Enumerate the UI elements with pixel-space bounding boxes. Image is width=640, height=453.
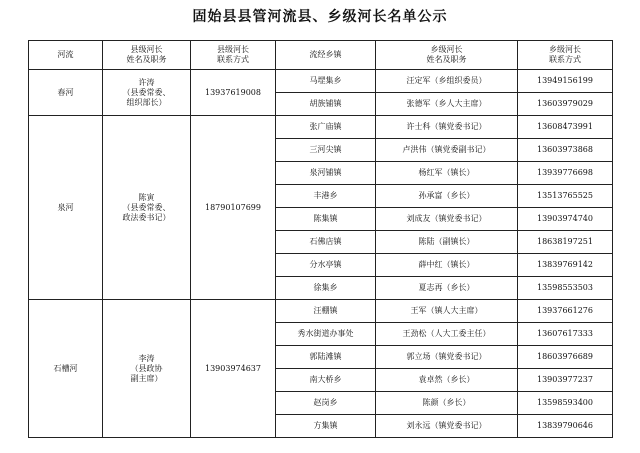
town-cell: 泉河铺镇 bbox=[276, 162, 376, 185]
county-chief-cell: 陈寅 （县委常委、 政法委书记） bbox=[103, 116, 191, 300]
town-chief-cell: 陈陆（副镇长） bbox=[376, 231, 518, 254]
table-row bbox=[29, 300, 613, 323]
town-chief-cell: 许士科（镇党委书记） bbox=[376, 116, 518, 139]
county-chief-cell: 许涛 （县委常委、 组织部长） bbox=[103, 70, 191, 116]
town-cell: 石佛店镇 bbox=[276, 231, 376, 254]
town-cell: 丰港乡 bbox=[276, 185, 376, 208]
town-cell: 赵岗乡 bbox=[276, 392, 376, 415]
county-contact-cell: 13903974637 bbox=[191, 300, 276, 438]
county-contact-cell: 13937619008 bbox=[191, 70, 276, 116]
town-chief-cell: 王军（镇人大主席） bbox=[376, 300, 518, 323]
county-chief-cell: 李涛 （县政协 副主席） bbox=[103, 300, 191, 438]
town-chief-cell: 夏志再（乡长） bbox=[376, 277, 518, 300]
town-cell: 分水亭镇 bbox=[276, 254, 376, 277]
document-title: 固始县县管河流县、乡级河长名单公示 bbox=[192, 9, 448, 25]
town-cell: 胡族铺镇 bbox=[276, 93, 376, 116]
county-contact-cell: 18790107699 bbox=[191, 116, 276, 300]
river-name-cell: 泉河 bbox=[29, 116, 103, 300]
town-phone-cell: 13607617333 bbox=[518, 323, 613, 346]
river-name-cell: 石槽河 bbox=[29, 300, 103, 438]
header-town-contact: 乡级河长 联系方式 bbox=[518, 41, 613, 70]
town-cell: 三河尖镇 bbox=[276, 139, 376, 162]
town-chief-cell: 卢洪伟（镇党委副书记） bbox=[376, 139, 518, 162]
town-cell: 徐集乡 bbox=[276, 277, 376, 300]
town-phone-cell: 13903977237 bbox=[518, 369, 613, 392]
town-cell: 张广庙镇 bbox=[276, 116, 376, 139]
town-phone-cell: 13903974740 bbox=[518, 208, 613, 231]
river-name-cell: 春河 bbox=[29, 70, 103, 116]
town-phone-cell: 13839769142 bbox=[518, 254, 613, 277]
table-row bbox=[29, 70, 613, 93]
town-chief-cell: 陈颜（乡长） bbox=[376, 392, 518, 415]
header-towns: 流经乡镇 bbox=[276, 41, 376, 70]
header-row bbox=[29, 41, 613, 70]
town-phone-cell: 18638197251 bbox=[518, 231, 613, 254]
town-cell: 马堽集乡 bbox=[276, 70, 376, 93]
header-county-chief: 县级河长 姓名及职务 bbox=[103, 41, 191, 70]
town-phone-cell: 13608473991 bbox=[518, 116, 613, 139]
town-phone-cell: 13839790646 bbox=[518, 415, 613, 438]
town-phone-cell: 13603973868 bbox=[518, 139, 613, 162]
town-phone-cell: 18603976689 bbox=[518, 346, 613, 369]
town-phone-cell: 13949156199 bbox=[518, 70, 613, 93]
town-cell: 陈集镇 bbox=[276, 208, 376, 231]
town-chief-cell: 袁卓然（乡长） bbox=[376, 369, 518, 392]
town-phone-cell: 13603979029 bbox=[518, 93, 613, 116]
town-cell: 秀水街道办事处 bbox=[276, 323, 376, 346]
town-phone-cell: 13598593400 bbox=[518, 392, 613, 415]
town-phone-cell: 13937661276 bbox=[518, 300, 613, 323]
header-county-contact: 县级河长 联系方式 bbox=[191, 41, 276, 70]
town-chief-cell: 张德军（乡人大主席） bbox=[376, 93, 518, 116]
table-body bbox=[29, 70, 613, 438]
header-town-chief: 乡级河长 姓名及职务 bbox=[376, 41, 518, 70]
town-chief-cell: 杨红军（镇长） bbox=[376, 162, 518, 185]
town-chief-cell: 薛中红（镇长） bbox=[376, 254, 518, 277]
header-river: 河流 bbox=[29, 41, 103, 70]
town-phone-cell: 13939776698 bbox=[518, 162, 613, 185]
town-phone-cell: 13598553503 bbox=[518, 277, 613, 300]
town-chief-cell: 王劲松（人大工委主任） bbox=[376, 323, 518, 346]
town-phone-cell: 13513765525 bbox=[518, 185, 613, 208]
river-chief-table bbox=[28, 40, 613, 438]
town-chief-cell: 汪定军（乡组织委员） bbox=[376, 70, 518, 93]
town-chief-cell: 孙承富（乡长） bbox=[376, 185, 518, 208]
town-cell: 南大桥乡 bbox=[276, 369, 376, 392]
town-chief-cell: 刘成友（镇党委书记） bbox=[376, 208, 518, 231]
town-cell: 郭陆滩镇 bbox=[276, 346, 376, 369]
table-row bbox=[29, 116, 613, 139]
town-cell: 方集镇 bbox=[276, 415, 376, 438]
town-chief-cell: 刘永远（镇党委书记） bbox=[376, 415, 518, 438]
town-cell: 汪棚镇 bbox=[276, 300, 376, 323]
town-chief-cell: 郭立场（镇党委书记） bbox=[376, 346, 518, 369]
